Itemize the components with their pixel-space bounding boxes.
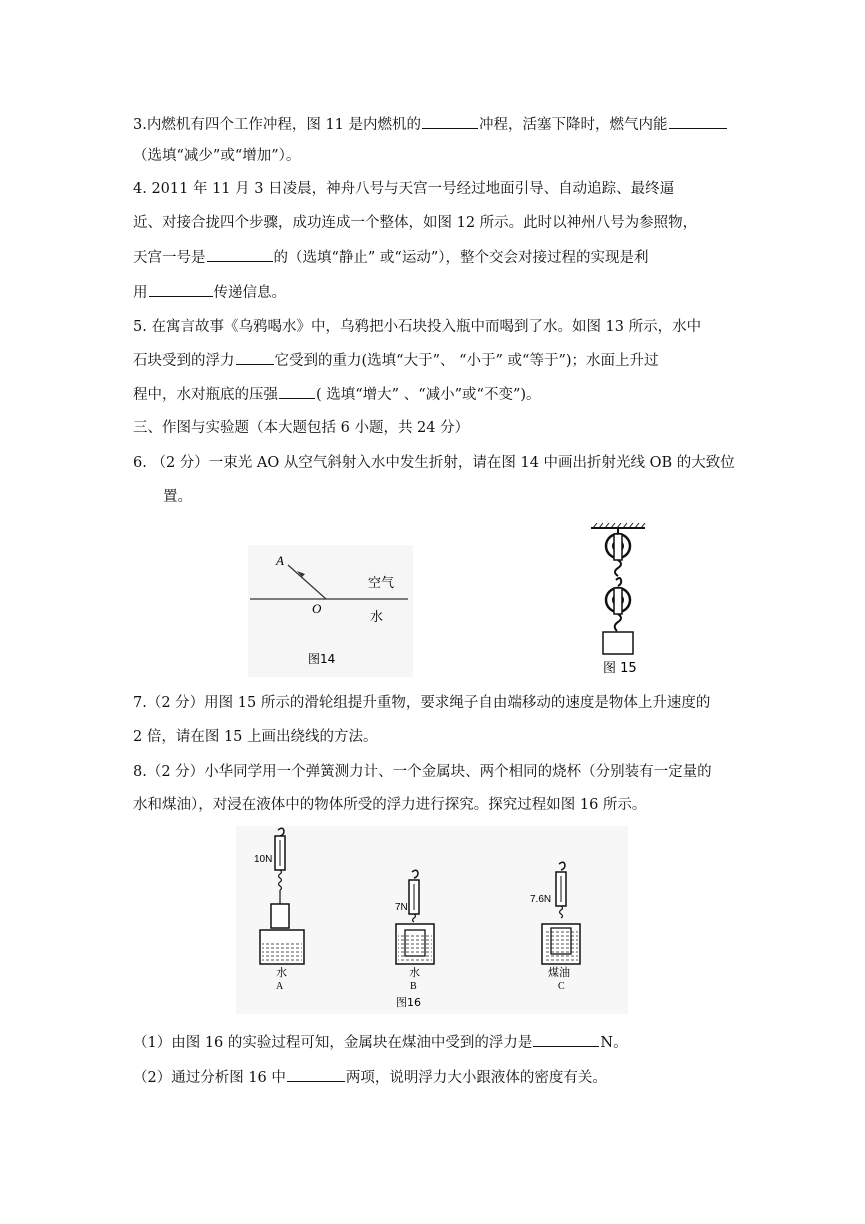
figure-16 (236, 826, 628, 1014)
setup-label-c: C (558, 981, 565, 992)
liquid-b (398, 934, 432, 962)
liquid-label-b: 水 (409, 966, 420, 979)
figure-16-background (236, 826, 628, 1014)
q5-line1 (133, 317, 701, 337)
q5-text-2b: 它受到的重力(选填“大于”、 “小于” 或“等于”)；水面上升过 (274, 353, 659, 369)
q3-blank-1[interactable] (422, 114, 478, 129)
q4-text-1: 4. 2011 年 11 月 3 日凌晨，神舟八号与天宫一号经过地面引导、自动追踪、最终逼 (133, 181, 675, 197)
q5-text-2a: 石块受到的浮力 (133, 353, 235, 369)
metal-block-a (271, 904, 289, 928)
q6-text-2: 置。 (163, 489, 192, 505)
sub1-line (133, 1032, 628, 1053)
q7-line2 (133, 727, 378, 747)
liquid-a (262, 943, 302, 962)
q4-text-4a: 用 (133, 285, 148, 301)
hook-icon (615, 560, 621, 576)
figure-16-caption: 图16 (396, 996, 421, 1009)
q6-line2 (163, 487, 192, 507)
q5-text-1: 5. 在寓言故事《乌鸦喝水》中，乌鸦把小石块投入瓶中而喝到了水。如图 13 所示，水中 (133, 319, 702, 335)
sub2-blank[interactable] (287, 1067, 345, 1082)
liquid-label-c: 煤油 (548, 966, 570, 979)
q4-line3 (133, 247, 649, 268)
q7-line1 (133, 693, 710, 713)
figure-14 (248, 545, 413, 677)
q4-blank-1[interactable] (207, 247, 273, 262)
q4-text-4b: 传递信息。 (213, 285, 286, 301)
q4-text-3a: 天宫一号是 (133, 250, 206, 266)
liquid-c (544, 930, 578, 962)
sub1-blank[interactable] (533, 1032, 599, 1047)
reading-b: 7N (395, 902, 408, 913)
q4-line2 (133, 213, 697, 233)
sub2-text-b: 两项，说明浮力大小跟液体的密度有关。 (345, 1070, 607, 1086)
reading-a: 10N (254, 854, 273, 865)
sub1-text-a: （1）由图 16 的实验过程可知，金属块在煤油中受到的浮力是 (133, 1035, 533, 1051)
q7-text-1: 7.（2 分）用图 15 所示的滑轮组提升重物，要求绳子自由端移动的速度是物体上升速度的 (133, 695, 711, 711)
q4-text-3b: 的（选填“静止” 或“运动”），整个交会对接过程的实现是利 (273, 250, 649, 266)
label-a: A (276, 553, 284, 568)
q3-line1 (133, 114, 728, 135)
q3-text-c: （选填“减少”或“增加”）。 (133, 148, 301, 164)
q5-line3 (133, 384, 541, 405)
q3-text-b: 冲程，活塞下降时，燃气内能 (479, 117, 668, 133)
q4-text-2: 近、对接合拢四个步骤，成功连成一个整体，如图 12 所示。此时以神州八号为参照物， (133, 215, 698, 231)
q3-line2 (133, 146, 300, 166)
liquid-label-a: 水 (276, 966, 287, 979)
q3-text-a: 3.内燃机有四个工作冲程，图 11 是内燃机的 (133, 117, 422, 133)
q4-line1 (133, 179, 674, 199)
q5-blank-2[interactable] (279, 384, 315, 399)
q5-text-3b: ( 选填“增大” 、“减小”或“不变”)。 (316, 387, 541, 403)
q8-line1 (133, 762, 712, 782)
reading-c: 7.6N (530, 894, 552, 905)
figure-15-drawing (583, 522, 653, 678)
q6-text-1: 6. （2 分）一束光 AO 从空气斜射入水中发生折射，请在图 14 中画出折射光线 OB 的大致位 (133, 455, 735, 471)
setup-label-a: A (276, 981, 284, 992)
q5-blank-1[interactable] (236, 350, 274, 365)
q5-line2 (133, 350, 659, 371)
sub2-line (133, 1067, 607, 1088)
figure-16-drawing (236, 826, 628, 1014)
label-air: 空气 (368, 576, 395, 591)
label-water: 水 (370, 610, 384, 625)
q7-text-2: 2 倍，请在图 15 上画出绕线的方法。 (133, 729, 378, 745)
q4-line4 (133, 282, 286, 303)
figure-15-caption: 图 15 (603, 661, 637, 676)
q6-line1 (133, 453, 735, 473)
setup-label-b: B (410, 981, 417, 992)
q8-line2 (133, 795, 646, 815)
section-heading-text: 三、作图与实验题（本大题包括 6 小题，共 24 分） (133, 420, 470, 436)
q3-blank-2[interactable] (669, 114, 727, 129)
q4-blank-2[interactable] (149, 282, 213, 297)
label-o: O (312, 601, 322, 616)
sub1-text-b: N。 (600, 1035, 628, 1051)
sub2-text-a: （2）通过分析图 16 中 (133, 1070, 286, 1086)
figure-14-drawing (248, 545, 413, 677)
weight-block (603, 632, 633, 654)
q8-text-1: 8.（2 分）小华同学用一个弹簧测力计、一个金属块、两个相同的烧杯（分别装有一定量的 (133, 764, 712, 780)
section-heading (133, 418, 469, 438)
figure-14-caption: 图14 (308, 652, 336, 666)
q8-text-2: 水和煤油），对浸在液体中的物体所受的浮力进行探究。探究过程如图 16 所示。 (133, 797, 647, 813)
q5-text-3a: 程中，水对瓶底的压强 (133, 387, 278, 403)
figure-15 (583, 522, 653, 678)
